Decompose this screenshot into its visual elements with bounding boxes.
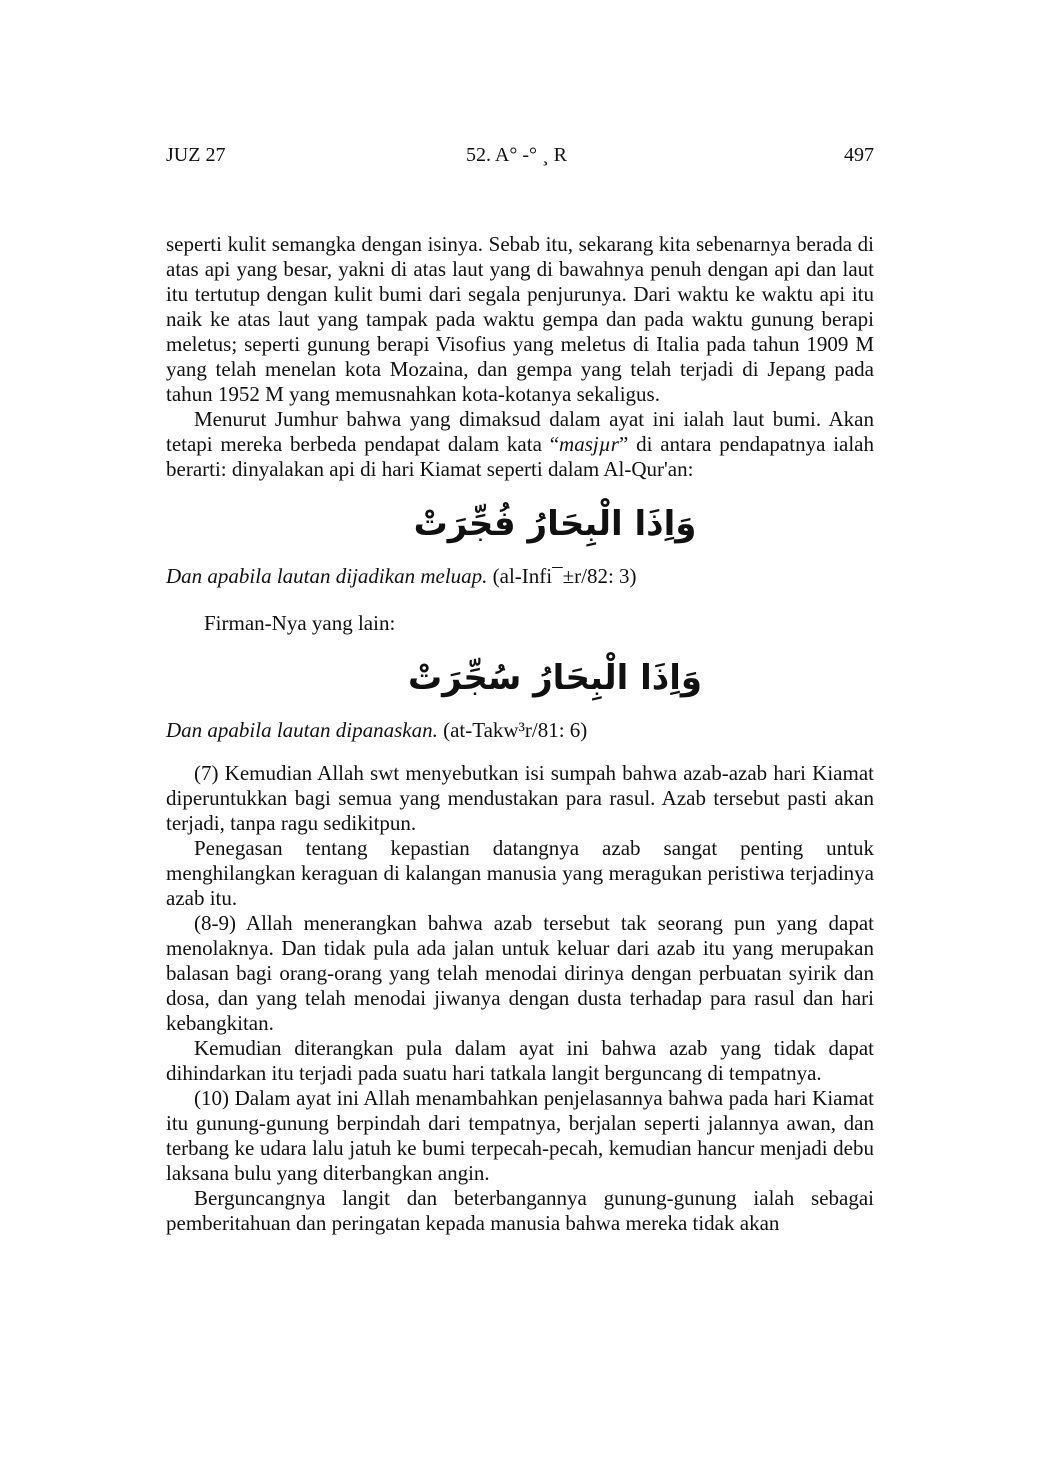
firman-label: Firman-Nya yang lain:	[204, 611, 396, 635]
spacer	[166, 743, 874, 761]
paragraph-2-end: ” di antara pendapatnya ialah berarti: dinyalakan api di hari Kiamat seperti dalam Al-Qur'an:	[166, 432, 875, 481]
paragraph-5: (8-9) Allah menerangkan bahwa azab tersebut tak seorang pun yang dapat menolaknya. Dan tidak pula ada jalan untuk keluar dari azab itu yang merupakan balasan bagi orang-orang yang telah menodai dirinya dengan perbuatan syirik dan dosa, dan yang telah menodai jiwanya dengan dusta terhadap para rasul dan hari kebangkitan.	[166, 911, 874, 1035]
translation-1-text: Dan apabila lautan dijadikan meluap.	[166, 564, 488, 588]
paragraph-8: Berguncangnya langit dan beterbangannya gunung-gunung ialah sebagai pemberitahuan dan peringatan kepada manusia bahwa mereka tidak akan	[166, 1186, 874, 1235]
translation-2	[166, 718, 874, 743]
page-number: 497	[844, 144, 874, 166]
paragraph-7: (10) Dalam ayat ini Allah menambahkan penjelasannya bahwa pada hari Kiamat itu gunung-gunung berpindah dari tempatnya, berjalan seperti jalannya awan, dan terbang ke udara lalu jatuh ke bumi terpecah-pecah, kemudian hancur menjadi debu laksana bulu yang diterbangkan angin.	[166, 1086, 874, 1185]
paragraph-3: (7) Kemudian Allah swt menyebutkan isi sumpah bahwa azab-azab hari Kiamat diperuntukkan bagi semua yang mendustakan para rasul. Azab tersebut pasti akan terjadi, tanpa ragu sedikitpun.	[166, 761, 874, 835]
juz-label: JUZ 27	[166, 144, 226, 166]
paragraph-2-start: Menurut Jumhur bahwa yang dimaksud dalam ayat ini ialah laut bumi. Akan tetapi mereka berbeda pendapat dalam kata “	[166, 407, 874, 456]
arabic-verse-1: وَاِذَا الْبِحَارُ فُجِّرَتْ	[413, 504, 697, 544]
translation-2-text: Dan apabila lautan dipanaskan.	[166, 718, 438, 742]
paragraph-6: Kemudian diterangkan pula dalam ayat ini bahwa azab yang tidak dapat dihindarkan itu terjadi pada suatu hari tatkala langit berguncang di tempatnya.	[166, 1036, 874, 1085]
paragraph-1: seperti kulit semangka dengan isinya. Sebab itu, sekarang kita sebenarnya berada di atas api yang besar, yakni di atas laut yang di bawahnya penuh dengan api dan laut itu tertutup dengan kulit bumi dari segala penjurunya. Dari waktu ke waktu api itu naik ke atas laut yang tampak pada waktu gempa dan pada waktu gunung berapi meletus; seperti gunung berapi Visofius yang meletus di Italia pada tahun 1909 M yang telah menelan kota Mozaina, dan gempa yang telah terjadi di Jepang pada tahun 1952 M yang memusnahkan kota-kotanya sekaligus.	[166, 232, 874, 406]
surah-title: 52. A° -° ¸ R	[466, 144, 567, 166]
arabic-verse-2: وَاِذَا الْبِحَارُ سُجِّرَتْ	[408, 658, 702, 698]
page-header	[166, 144, 874, 174]
paragraph-2-term: masjµr	[559, 432, 619, 456]
paragraph-4: Penegasan tentang kepastian datangnya azab sangat penting untuk menghilangkan keraguan di kalangan manusia yang meragukan peristiwa terjadinya azab itu.	[166, 836, 874, 910]
translation-1-ref: (al-Infi¯±r/82: 3)	[492, 564, 637, 588]
translation-1	[166, 564, 874, 589]
translation-2-ref: (at-Takw³r/81: 6)	[443, 718, 588, 742]
paragraph-2	[166, 407, 874, 482]
page-body	[166, 232, 874, 1236]
